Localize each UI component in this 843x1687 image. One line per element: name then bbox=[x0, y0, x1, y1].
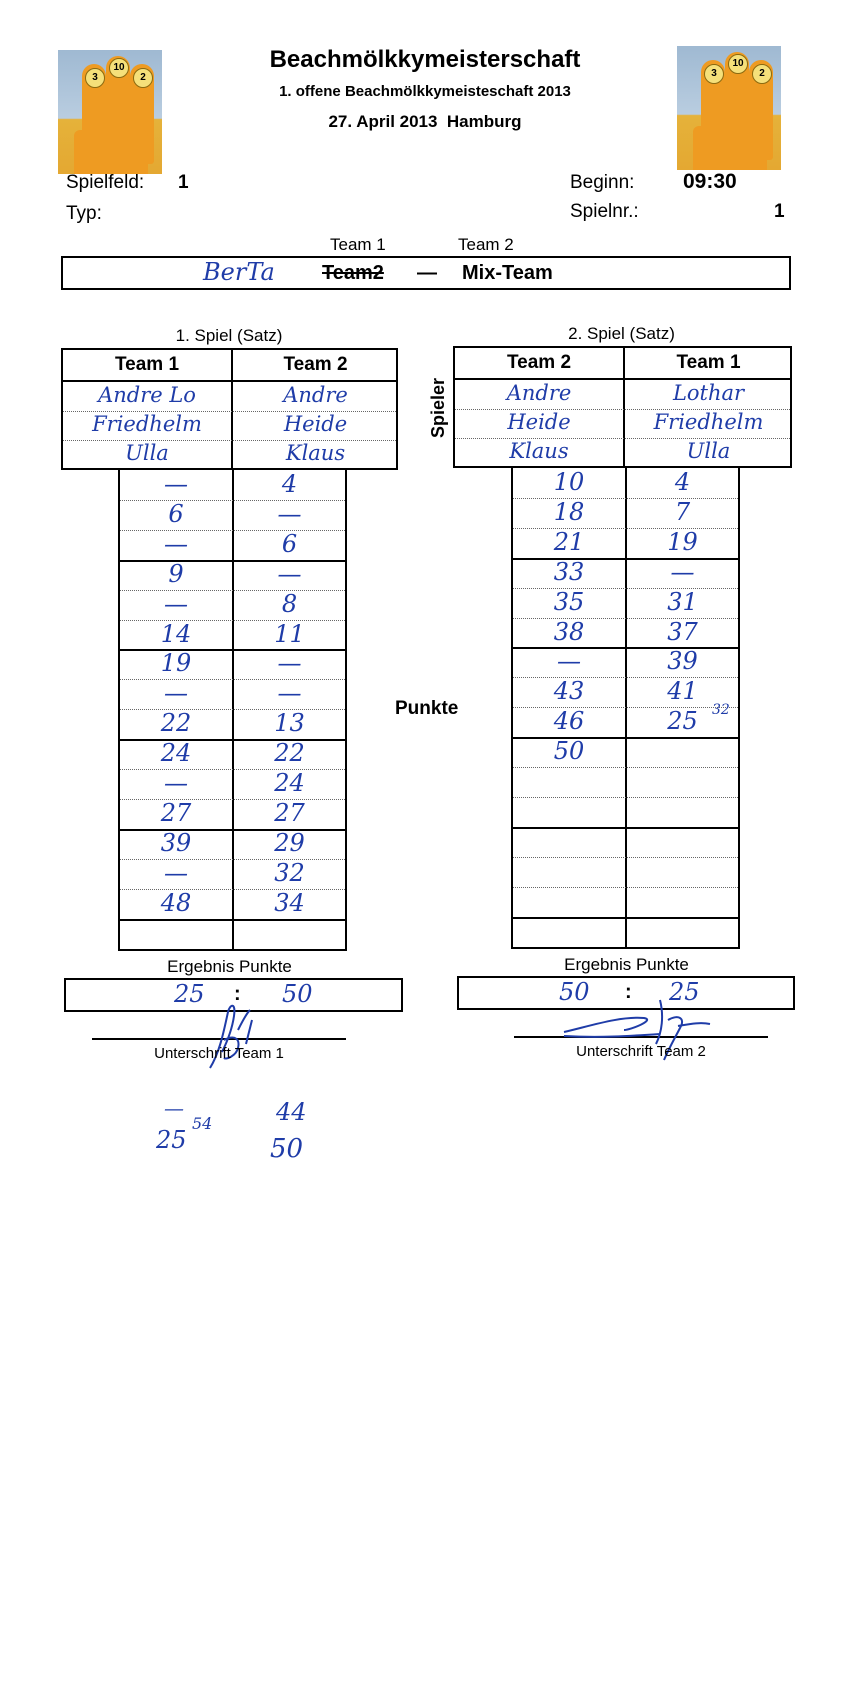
game2-score-col1: 10 bbox=[553, 468, 585, 496]
game2-score-col1: 21 bbox=[553, 527, 585, 556]
game1-score-col2: 4 bbox=[281, 470, 298, 498]
spielfeld-label: Spielfeld: bbox=[66, 172, 145, 193]
note-left-val: 25 bbox=[156, 1126, 187, 1154]
pin-10: 10 bbox=[109, 58, 129, 78]
game1-score-col1: — bbox=[164, 858, 188, 887]
game2-score-col2: 4 bbox=[674, 468, 691, 496]
game1-score-col1: 39 bbox=[160, 828, 192, 857]
pin-10: 10 bbox=[728, 54, 748, 74]
game2-player-col2: Ulla bbox=[686, 439, 731, 463]
game1-score-col2: — bbox=[277, 499, 302, 528]
game1-score-col1: 9 bbox=[168, 559, 184, 588]
game1-player-col1: Andre Lo bbox=[98, 383, 196, 407]
matchup-box bbox=[61, 256, 791, 290]
game1-col1-header: Team 1 bbox=[114, 354, 180, 375]
game2-score-col2: 25 bbox=[667, 707, 698, 736]
game1-score-col1: 27 bbox=[160, 798, 192, 827]
game1-signature-label: Unterschrift Team 1 bbox=[154, 1045, 284, 1062]
game2-player-col1: Klaus bbox=[509, 439, 569, 463]
game2-col1-header: Team 2 bbox=[506, 352, 572, 373]
game2-signature-label: Unterschrift Team 2 bbox=[576, 1043, 706, 1060]
note-left-sup: 54 bbox=[192, 1114, 213, 1133]
game2-score-col1: 33 bbox=[553, 557, 585, 586]
game2-player-col1: Andre bbox=[506, 381, 572, 405]
punkte-label: Punkte bbox=[395, 698, 459, 719]
game2-score-col1: 43 bbox=[553, 677, 585, 706]
game1-score-table bbox=[118, 468, 347, 951]
game1-score-col1: — bbox=[164, 529, 188, 558]
game2-side-note: 32 bbox=[712, 702, 730, 718]
game1-score-col1: 19 bbox=[160, 649, 192, 678]
game2-result-right: 25 bbox=[669, 978, 700, 1006]
spielnr-value: 1 bbox=[774, 201, 785, 222]
game1-score-col1: — bbox=[164, 470, 188, 498]
game1-col2-header: Team 2 bbox=[283, 354, 348, 375]
typ-label: Typ: bbox=[66, 203, 102, 224]
matchup-dash: — bbox=[417, 262, 437, 284]
game1-result-right: 50 bbox=[282, 980, 313, 1008]
game1-player-col1: Ulla bbox=[125, 441, 169, 465]
date-place: 27. April 2013 Hamburg bbox=[328, 112, 522, 131]
game2-score-col2: 31 bbox=[667, 587, 698, 616]
game1-ergebnis-label: Ergebnis Punkte bbox=[167, 957, 292, 976]
game1-score-col1: 48 bbox=[160, 888, 192, 917]
game2-player-table bbox=[453, 346, 792, 468]
game1-score-col2: 22 bbox=[274, 739, 305, 768]
game1-score-col2: 32 bbox=[274, 858, 305, 887]
game2-score-col1: — bbox=[557, 647, 581, 676]
game2-score-col1: 35 bbox=[553, 587, 585, 616]
game2-score-col1: 38 bbox=[553, 617, 585, 646]
game2-score-col1: 50 bbox=[553, 737, 585, 766]
game1-score-col1: — bbox=[164, 589, 188, 618]
game1-score-col2: 6 bbox=[281, 529, 298, 558]
game1-score-col2: — bbox=[277, 649, 302, 678]
game1-score-col2: — bbox=[277, 559, 302, 588]
game2-result-left: 50 bbox=[559, 978, 590, 1006]
game2-col2-header: Team 1 bbox=[676, 352, 741, 373]
game2-player-col2: Lothar bbox=[672, 381, 745, 405]
game2-ergebnis-label: Ergebnis Punkte bbox=[564, 955, 689, 974]
game1-score-col2: 34 bbox=[274, 888, 305, 917]
game2-player-col1: Heide bbox=[507, 410, 571, 434]
game1-score-col2: 27 bbox=[274, 798, 305, 827]
beginn-value: 09:30 bbox=[683, 170, 737, 193]
game1-player-col1: Friedhelm bbox=[92, 412, 202, 436]
game2-result-sep: : bbox=[625, 981, 632, 1003]
game2-score-col2: 39 bbox=[667, 647, 698, 676]
spielfeld-value: 1 bbox=[178, 172, 189, 193]
spielnr-label: Spielnr.: bbox=[570, 201, 639, 222]
game1-result-sep: : bbox=[234, 983, 241, 1005]
game1-score-col1: 22 bbox=[160, 709, 192, 738]
game2-score-col2: — bbox=[670, 557, 695, 586]
game2-player-col2: Friedhelm bbox=[653, 410, 764, 434]
beginn-label: Beginn: bbox=[570, 172, 635, 193]
game1-score-col1: 14 bbox=[160, 619, 192, 648]
pin-3: 3 bbox=[704, 64, 724, 84]
game1-score-col2: 8 bbox=[281, 589, 298, 618]
note-right-top: 44 bbox=[276, 1098, 307, 1126]
game1-score-col2: 24 bbox=[274, 769, 305, 797]
game1-score-col1: — bbox=[164, 679, 188, 708]
game1-score-col2: 13 bbox=[274, 709, 305, 738]
game1-score-col1: 6 bbox=[168, 499, 184, 528]
game2-signature bbox=[560, 996, 730, 1076]
handwritten-team: BerTa bbox=[203, 258, 275, 286]
game1-result-left: 25 bbox=[174, 980, 205, 1008]
game1-score-col2: — bbox=[277, 679, 302, 708]
game1-player-table bbox=[61, 348, 398, 470]
note-right-bottom: 50 bbox=[270, 1134, 304, 1164]
logo-left bbox=[58, 50, 162, 174]
game2-score-col2: 7 bbox=[674, 497, 691, 526]
note-left-dash: — bbox=[164, 1096, 184, 1120]
logo-right bbox=[677, 46, 781, 170]
game1-player-col2: Andre bbox=[283, 383, 348, 407]
matchup-team1-label: Team 1 bbox=[330, 235, 386, 254]
game1-player-col2: Klaus bbox=[285, 441, 346, 465]
game2-score-col2: 19 bbox=[667, 527, 698, 556]
page-title: Beachmölkkymeisterschaft bbox=[269, 46, 581, 73]
spieler-label: Spieler bbox=[428, 377, 448, 438]
game2-score-col2: 41 bbox=[667, 677, 698, 706]
matchup-team1: Team2 bbox=[322, 262, 384, 284]
game2-score-col2: 37 bbox=[667, 617, 698, 646]
matchup-team2-label: Team 2 bbox=[458, 235, 514, 254]
matchup-team2: Mix-Team bbox=[462, 262, 553, 284]
game2-title: 2. Spiel (Satz) bbox=[568, 324, 675, 343]
game1-score-col1: 24 bbox=[160, 739, 192, 768]
game2-score-table bbox=[511, 466, 740, 949]
game1-title: 1. Spiel (Satz) bbox=[175, 326, 283, 345]
game1-score-col2: 11 bbox=[274, 619, 305, 648]
game1-score-col1: — bbox=[164, 769, 188, 797]
pin-2: 2 bbox=[133, 68, 153, 88]
pin-3: 3 bbox=[85, 68, 105, 88]
pin-2: 2 bbox=[752, 64, 772, 84]
game1-score-col2: 29 bbox=[274, 828, 305, 857]
game2-score-col1: 46 bbox=[553, 707, 585, 736]
game2-score-col1: 18 bbox=[553, 497, 585, 526]
page-subtitle: 1. offene Beachmölkkymeisteschaft 2013 bbox=[279, 83, 571, 100]
game1-player-col2: Heide bbox=[283, 412, 348, 436]
